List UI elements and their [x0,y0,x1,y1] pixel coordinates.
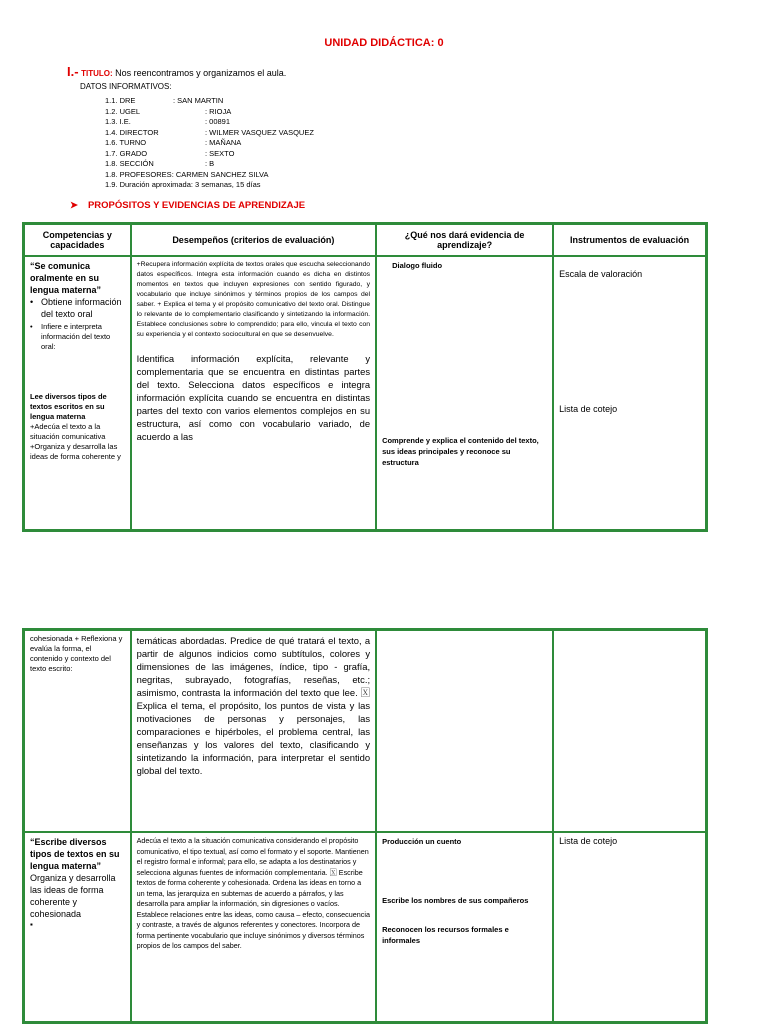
list-item [30,296,125,320]
arrow-icon: ➤ [70,200,78,211]
info-value: : MAÑANA [205,138,242,147]
competency-capacities: Organiza y desarrolla las ideas de forma coherente y cohesionada [30,873,116,919]
header-instrumentos: Instrumentos de evaluación [553,224,706,256]
info-value: : SEXTO [205,148,235,158]
info-value: : WILMER VASQUEZ VASQUEZ [205,127,314,137]
table-row [24,630,706,832]
info-key: 1.4. DIRECTOR [105,127,159,137]
performance-cell [131,256,376,530]
info-value: : SAN MARTIN [173,96,224,105]
info-row [105,170,314,181]
info-row [105,107,314,118]
performance-text: temáticas abordadas. Predice de qué tratará el texto, a partir de algunos indicios como subtítulos, colores y dimensiones de las imágenes, índice, tipo - grafía, negritas, subrayado, fotografías, reseñas, etc.; asimismo, contrasta la información del texto que lee. 🅇 Explica el tema, el propósito, los puntos de vista y las motivaciones de personas y personajes, las comparaciones e hipérboles, el problema central, las enseñanzas y los valores del texto, clasificando y sintetizando la información, para interpretar el sentido global del texto. [136,635,371,776]
info-list [105,96,314,191]
titulo-value: Nos reencontramos y organizamos el aula. [115,68,287,78]
evidence-text: Producción un cuento [382,837,462,846]
purposes-table-continued [22,628,708,1024]
instrument-cell [553,256,706,530]
info-key: 1.8. SECCIÓN [105,159,154,168]
info-value: : B [205,159,215,168]
table-header-row [24,224,706,256]
performance-cell [131,630,376,832]
competency-capacities: +Adecúa el texto a la situación comunicativa +Organiza y desarrolla las ideas de forma coherente y [30,422,121,461]
info-key: 1.3. I.E. [105,117,131,126]
info-row [105,117,314,128]
evidence-cell [376,832,553,1022]
instrument-text: Escala de valoración [559,269,643,279]
info-value: : RIOJA [205,106,232,116]
info-key: 1.9. Duración aproximada [105,180,191,189]
competencies-cell [24,832,131,1022]
competency-title: Lee diversos tipos de textos escritos en su lengua materna [30,392,107,421]
info-row [105,96,314,107]
info-value: : 00891 [205,117,231,126]
evidence-text: Dialogo fluido [392,261,443,270]
info-row [105,149,314,160]
performance-text: Adecúa el texto a la situación comunicativa considerando el propósito comunicativo, el tipo textual, así como el formato y el soporte. Mantienen el registro formal e informal; para ello, se adapta a los destinatarios y selecciona algunas fuentes de información complementaria. 🅇 Escribe textos de forma coherente y cohesionada. Ordena las ideas en torno a un tema, las jerarquiza en subtemas de acuerdo a párrafos, y las desarrolla para ampliar la información, sin digresiones o vacíos. Establece relaciones entre las ideas, como causa – efecto, consecuencia y contraste, a través de algunos referentes y conectores. Incorpora de forma pertinente vocabulario que incluye sinónimos y diversos términos propios de los campos del saber. [136,836,370,950]
purposes-heading [70,200,305,211]
bullet-icon: • [30,297,34,307]
competency-title: “Escribe diversos tipos de textos en su lengua materna” [30,837,120,871]
info-value: : 3 semanas, 15 días [190,180,261,189]
info-key: 1.8. PROFESORES [105,169,172,179]
instrument-cell [553,630,706,832]
info-key: 1.2. UGEL [105,106,141,116]
table-row [24,832,706,1022]
info-key: 1.6. TURNO [105,138,147,147]
unit-title: UNIDAD DIDÁCTICA: 0 [324,37,444,49]
performance-text: +Recupera información explícita de textos orales que escucha seleccionando datos específicos. Integra esta información cuando es dicha en distintos momentos en textos que incluyen expresiones con sentido figurado, y vocabulario que incluye sinónimos y términos propios de los campos del saber. + Explica el tema y el propósito comunicativo del texto oral. Distingue lo relevante de lo complementario clasificando y sintetizando la información. Establece conclusiones sobre lo comprendido; para ello, vincula el texto con su experiencia y el contexto sociocultural en que se desenvuelve. [136,261,371,338]
purposes-table [22,222,708,532]
titulo-line [67,64,286,79]
info-row [105,128,314,139]
performance-text: Identifica información explícita, relevante y complementaria que se encuentra en distintas partes del texto. Selecciona datos específicos e integra información explícita cuando se encuentra en distintas partes del texto con varios elementos complejos en su estructura, así como con vocabulario variado, de acuerdo a las [136,353,371,442]
bullet-icon: • [30,322,33,331]
bullet-icon: ▪ [30,920,33,929]
competency-capacity: Obtiene información del texto oral [41,297,122,319]
competency-capacities: cohesionada + Reflexiona y evalúa la forma, el contenido y contexto del texto escrito: [30,634,123,673]
info-key: 1.1. DRE [105,96,136,105]
evidence-text: Reconocen los recursos formales e informales [382,925,509,945]
datos-heading: DATOS INFORMATIVOS: [80,82,172,91]
competencies-cell [24,630,131,832]
section-number: I.- [67,64,79,79]
list-item [30,322,125,352]
evidence-text: Comprende y explica el contenido del texto, sus ideas principales y reconoce su estructura [382,436,539,467]
info-key: 1.7. GRADO [105,148,148,158]
competency-title: “Se comunica oralmente en su lengua materna” [30,261,102,295]
purposes-heading-text: PROPÓSITOS Y EVIDENCIAS DE APRENDIZAJE [87,200,306,211]
competencies-cell [24,256,131,530]
performance-cell [131,832,376,1022]
info-value: : CARMEN SANCHEZ SILVA [171,169,269,179]
evidence-cell [376,630,553,832]
titulo-label: TITULO: [81,69,113,78]
instrument-text: Lista de cotejo [559,836,618,846]
info-row [105,159,314,170]
evidence-cell [376,256,553,530]
header-competencias: Competencias y capacidades [24,224,131,256]
instrument-text: Lista de cotejo [559,404,618,414]
competency-capacity: Infiere e interpreta información del texto oral: [41,322,111,351]
instrument-cell [553,832,706,1022]
evidence-text: Escribe los nombres de sus compañeros [382,896,529,905]
info-row [105,138,314,149]
header-evidencia: ¿Qué nos dará evidencia de aprendizaje? [376,224,553,256]
header-desempenos: Desempeños (criterios de evaluación) [131,224,376,256]
table-row [24,256,706,530]
info-row [105,180,314,191]
